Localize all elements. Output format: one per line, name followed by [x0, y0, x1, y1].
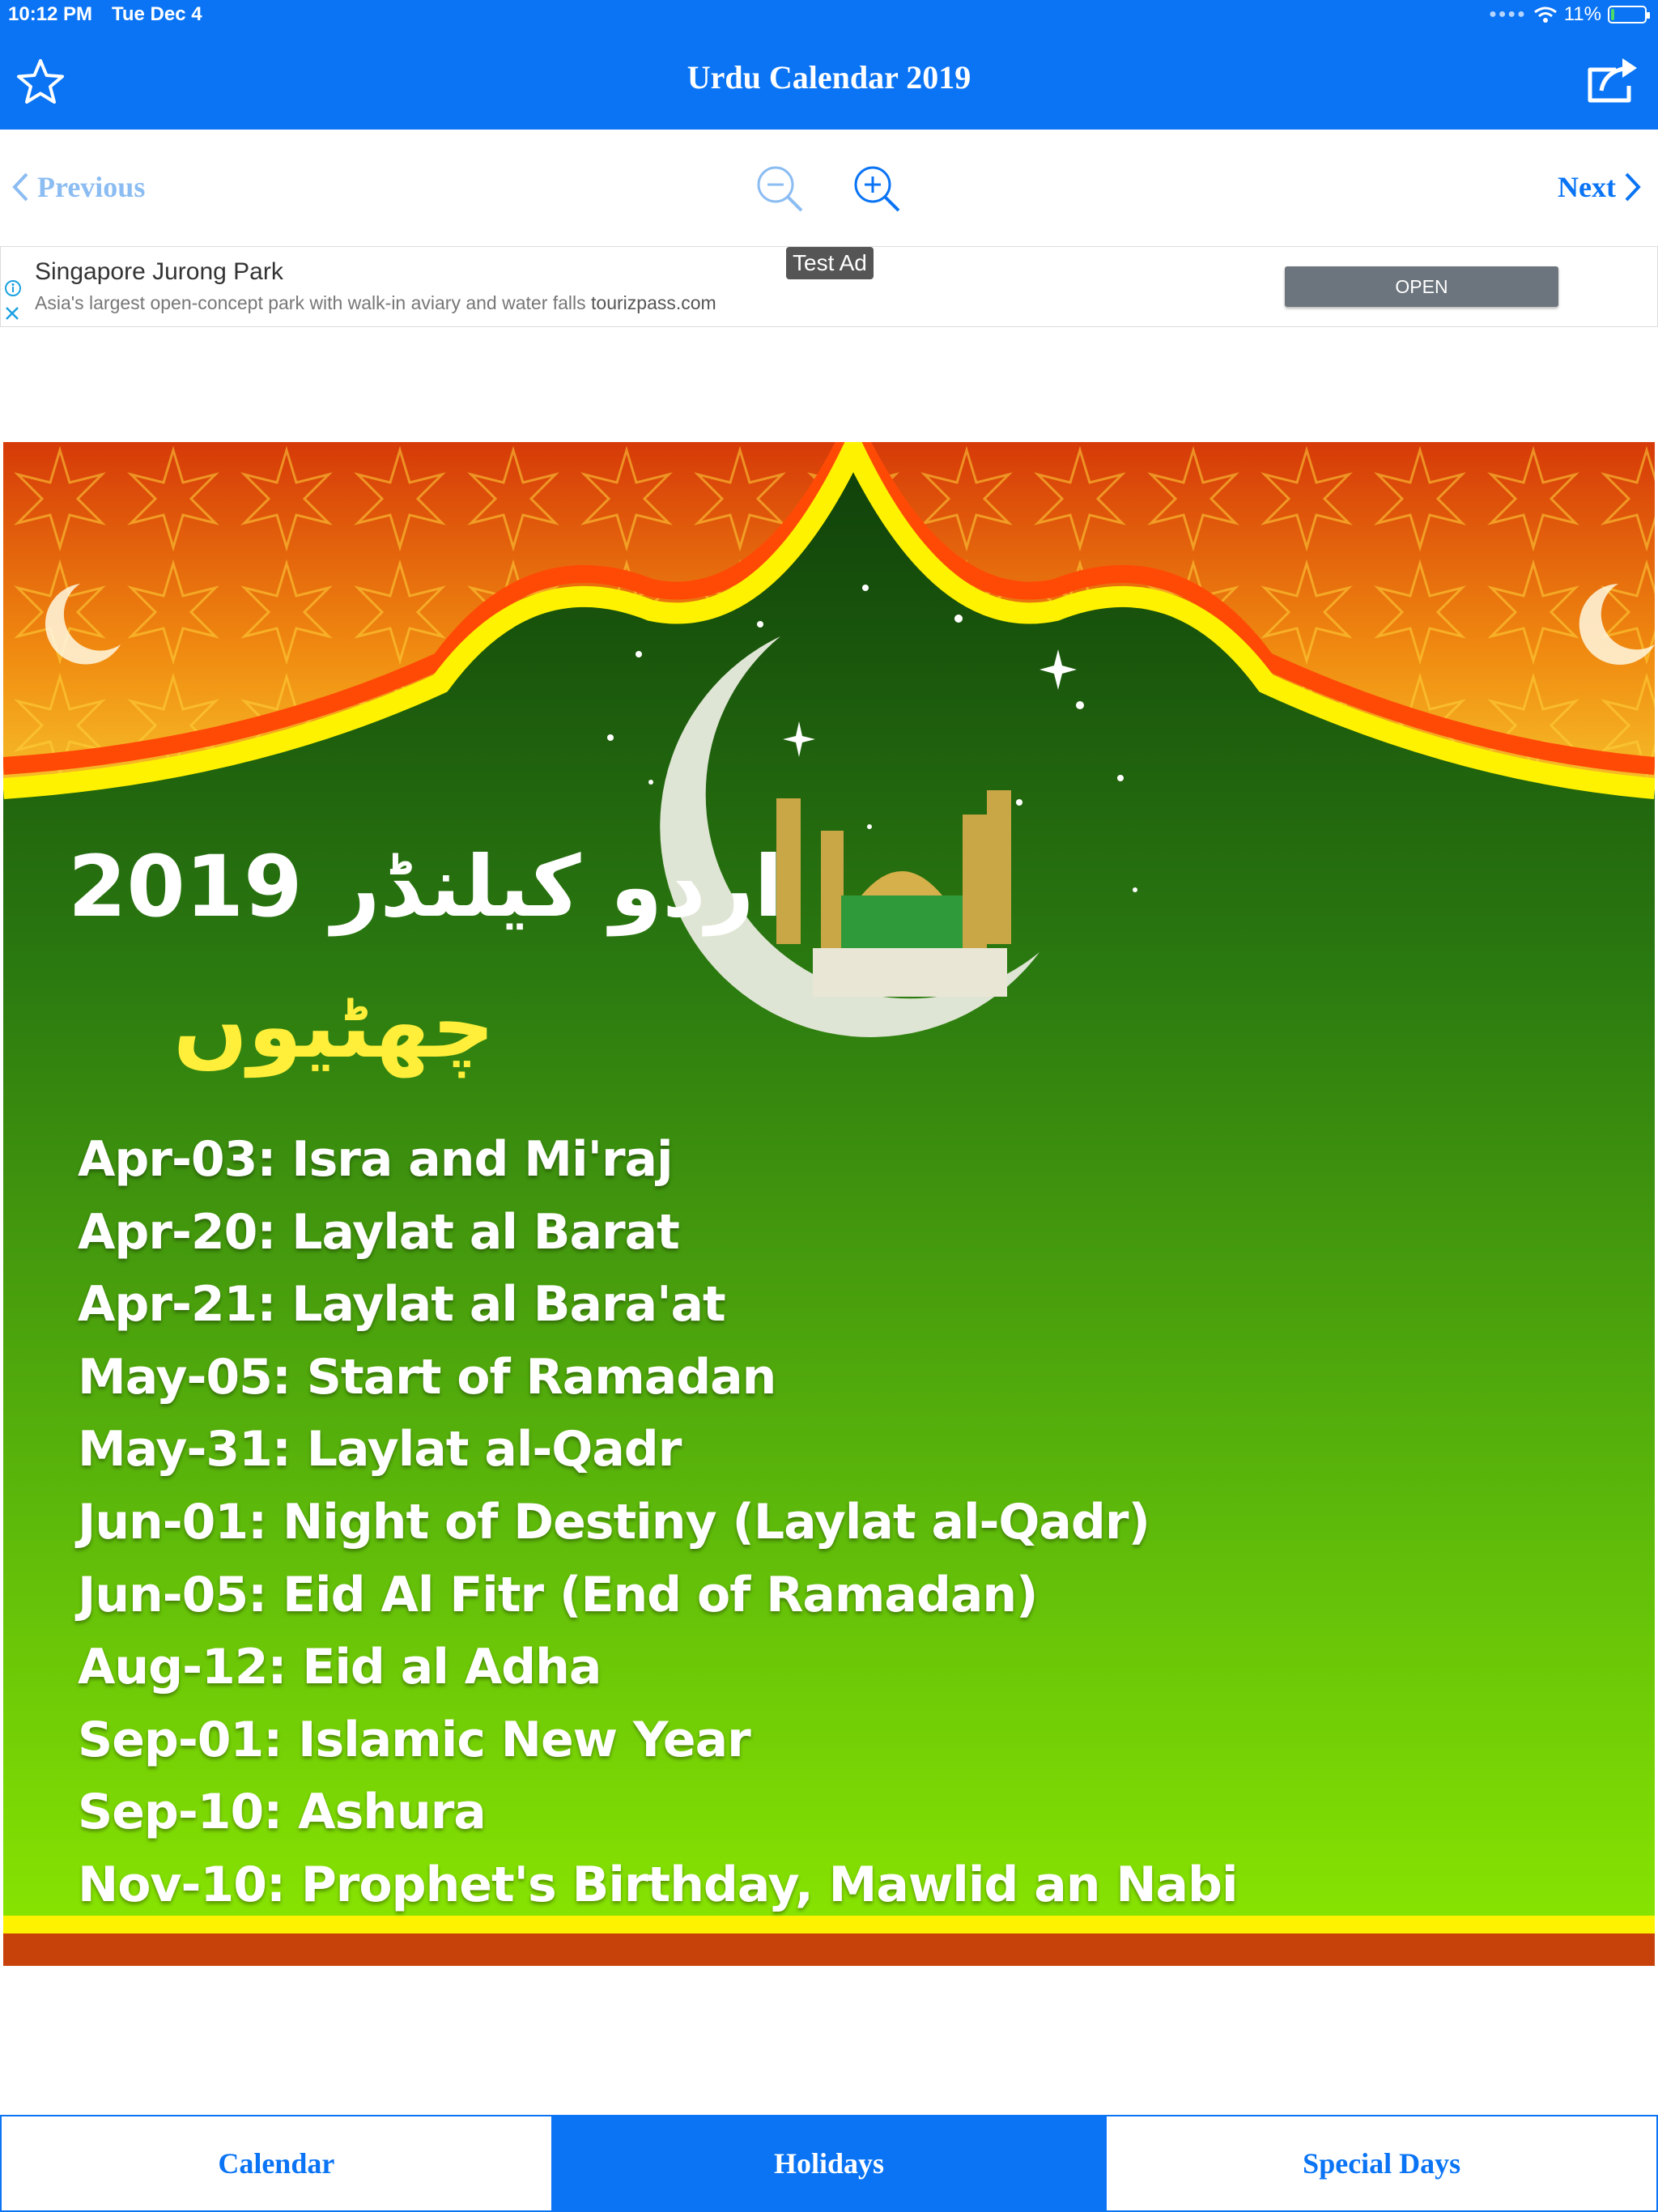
battery-percent: 11%	[1563, 3, 1601, 25]
previous-button[interactable]	[11, 170, 145, 204]
page-toolbar	[0, 130, 1658, 246]
ad-open-button[interactable]: OPEN	[1285, 266, 1558, 307]
ad-close-icon[interactable]	[4, 305, 20, 321]
holiday-item: Sep-01: Islamic New Year	[78, 1711, 750, 1768]
ad-description-text: Asia's largest open-concept park with walk-in aviary and water falls	[35, 292, 586, 313]
ad-banner[interactable]	[0, 246, 1658, 327]
test-ad-label: Test Ad	[786, 247, 874, 279]
share-icon[interactable]	[1584, 57, 1639, 105]
holiday-item: Jun-01: Night of Destiny (Laylat al-Qadr)	[78, 1493, 1150, 1551]
previous-label: Previous	[37, 171, 146, 203]
next-label: Next	[1558, 171, 1616, 203]
holiday-item: Apr-21: Laylat al Bara'at	[78, 1276, 725, 1334]
holiday-item: Jun-05: Eid Al Fitr (End of Ramadan)	[78, 1566, 1038, 1623]
ad-description	[35, 292, 716, 314]
signal-icon: ●●●●	[1489, 7, 1527, 21]
zoom-out-icon[interactable]	[755, 164, 806, 215]
tab-special-days[interactable]: Special Days	[1105, 2115, 1658, 2212]
poster-title-year: 2019	[68, 837, 303, 936]
page-title: Urdu Calendar 2019	[687, 59, 971, 96]
ad-headline[interactable]: Singapore Jurong Park	[35, 258, 283, 285]
status-bar	[0, 0, 1658, 32]
poster-subtitle: چھٹیوں	[173, 976, 495, 1078]
holiday-item: Apr-20: Laylat al Barat	[78, 1203, 679, 1261]
holiday-item: May-05: Start of Ramadan	[78, 1348, 776, 1406]
status-date: Tue Dec 4	[112, 3, 202, 25]
next-button[interactable]	[1558, 170, 1642, 204]
holiday-item: Aug-12: Eid al Adha	[78, 1639, 602, 1696]
chevron-right-icon	[1624, 172, 1642, 202]
holiday-item: May-31: Laylat al-Qadr	[78, 1421, 682, 1478]
holiday-item: Sep-10: Ashura	[78, 1784, 486, 1841]
battery-icon	[1608, 6, 1647, 23]
ad-info-icon[interactable]	[4, 279, 22, 297]
holidays-poster	[3, 442, 1655, 1966]
tab-calendar[interactable]: Calendar	[0, 2115, 553, 2212]
status-right	[1489, 3, 1647, 26]
wifi-icon	[1533, 6, 1558, 23]
holiday-item: Nov-10: Prophet's Birthday, Mawlid an Nabi	[78, 1856, 1238, 1913]
poster-title-urdu: اردو کیلنڈر	[331, 837, 784, 936]
holiday-list	[78, 1124, 1238, 1922]
tab-holidays[interactable]: Holidays	[553, 2115, 1106, 2212]
status-time: 10:12 PM	[8, 3, 93, 25]
navigation-bar	[0, 0, 1658, 130]
ad-domain: tourizpass.com	[591, 292, 716, 313]
zoom-in-icon[interactable]	[852, 164, 903, 215]
poster-title	[68, 837, 783, 936]
bottom-tab-bar	[0, 2115, 1658, 2212]
holiday-item: Apr-03: Isra and Mi'raj	[78, 1131, 673, 1188]
chevron-left-icon	[11, 172, 29, 202]
